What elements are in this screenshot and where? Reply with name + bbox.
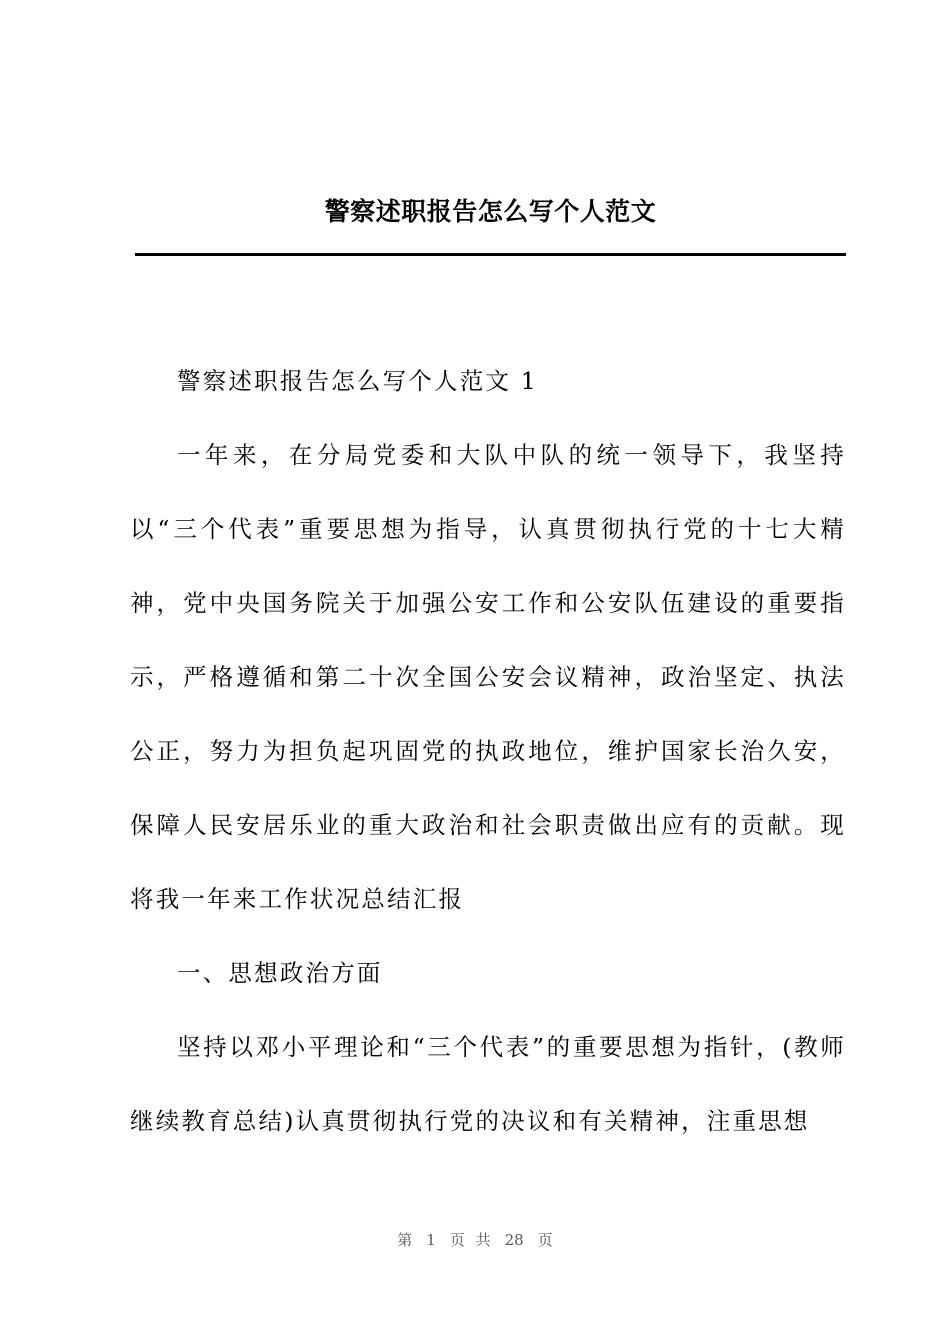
footer-middle: 页 共 xyxy=(449,1231,491,1249)
paragraph-ideology: 坚持以邓小平理论和“三个代表”的重要思想为指针，(教师继续教育总结)认真贯彻执行党的决议和有关精神，注重思想 xyxy=(130,1033,846,1135)
footer-prefix: 第 xyxy=(397,1231,413,1249)
footer-total-pages: 28 xyxy=(504,1231,524,1249)
document-body xyxy=(130,344,846,1158)
title-underline xyxy=(135,253,846,256)
paragraph-intro: 一年来，在分局党委和大队中队的统一领导下，我坚持以“三个代表”重要思想为指导，认真贯彻执行党的十七大精神，党中央国务院关于加强公安工作和公安队伍建设的重要指示，严格遵循和第二十次全国公安会议精神，政治坚定、执法公正，努力为担负起巩固党的执政地位，维护国家长治久安，保障人民安居乐业的重大政治和社会职责做出应有的贡献。现将我一年来工作状况总结汇报 xyxy=(130,441,846,913)
footer-suffix: 页 xyxy=(537,1231,553,1249)
section-heading-ideology: 一、思想政治方面 xyxy=(177,959,383,987)
document-title: 警察述职报告怎么写个人范文 xyxy=(324,197,657,226)
page-footer xyxy=(0,1228,950,1252)
footer-current-page: 1 xyxy=(426,1231,436,1249)
section-heading-1: 警察述职报告怎么写个人范文 1 xyxy=(177,367,538,395)
